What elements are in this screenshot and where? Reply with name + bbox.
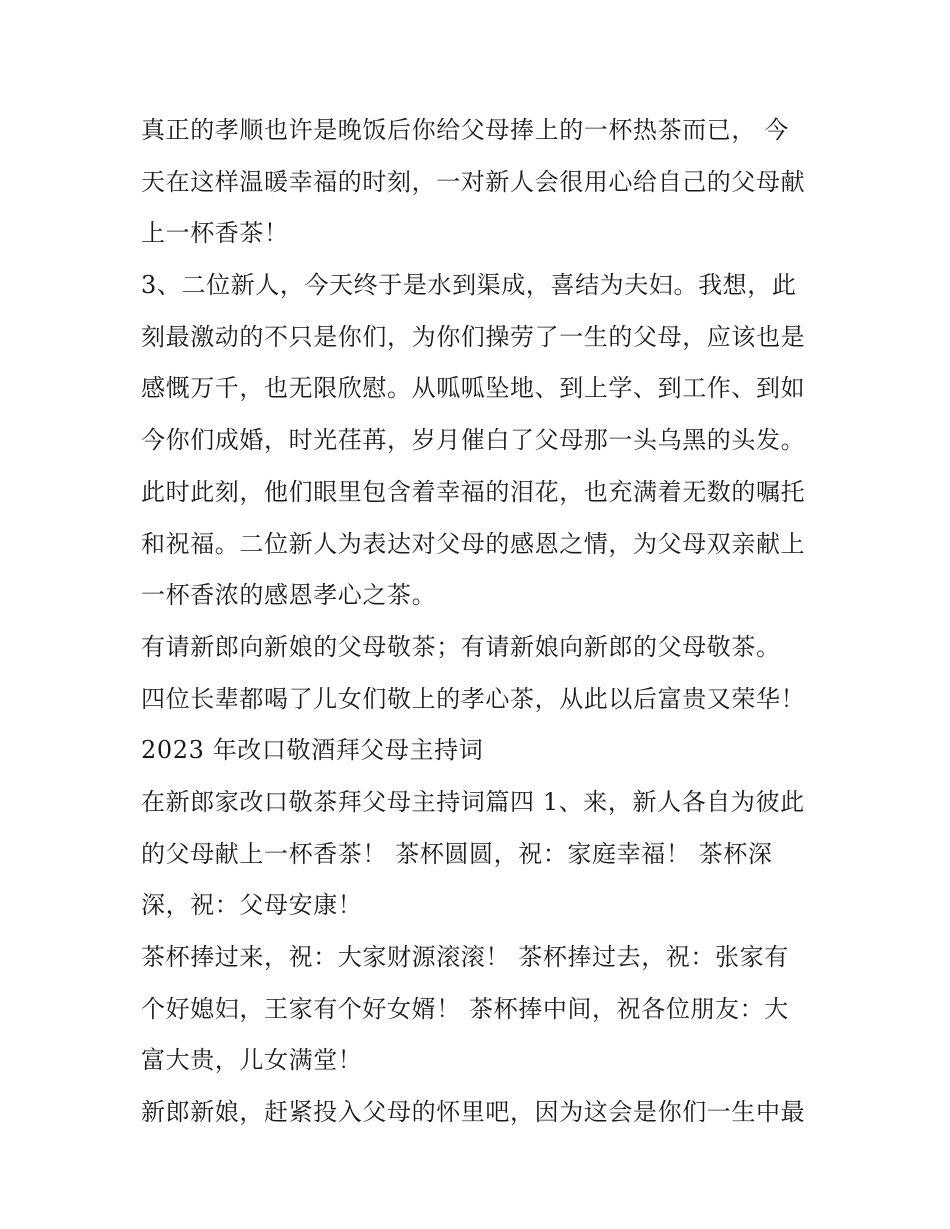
- text-line: 在新郎家改口敬茶拜父母主持词篇四 1、来，新人各自为彼此: [141, 787, 805, 816]
- text-line: 有请新郎向新娘的父母敬茶；有请新娘向新郎的父母敬茶。: [141, 632, 781, 661]
- text-line: 真正的孝顺也许是晚饭后你给父母捧上的一杯热茶而已， 今: [141, 116, 789, 144]
- text-line: 四位长辈都喝了儿女们敬上的孝心茶，从此以后富贵又荣华！: [141, 684, 806, 713]
- text-line: 刻最激动的不只是你们，为你们操劳了一生的父母，应该也是: [141, 322, 806, 351]
- text-line: 深，祝：父母安康！: [141, 891, 363, 920]
- text-line: 富大贵，儿女满堂！: [141, 1046, 363, 1075]
- text-line: 和祝福。二位新人为表达对父母的感恩之情，为父母双亲献上: [141, 529, 806, 558]
- text-line: 天在这样温暖幸福的时刻，一对新人会很用心给自己的父母献: [141, 167, 806, 196]
- text-line: 一杯香浓的感恩孝心之茶。: [141, 581, 437, 610]
- document-body: [141, 110, 821, 1144]
- text-line: 3、二位新人，今天终于是水到渠成，喜结为夫妇。我想，此: [141, 271, 797, 300]
- text-line: 个好媳妇，王家有个好女婿！ 茶杯捧中间，祝各位朋友：大: [141, 994, 789, 1023]
- section-heading: 2023 年改口敬酒拜父母主持词: [141, 736, 484, 765]
- text-line: 茶杯捧过来，祝：大家财源滚滚！ 茶杯捧过去，祝：张家有: [141, 943, 789, 971]
- text-line: 的父母献上一杯香茶！ 茶杯圆圆，祝：家庭幸福！ 茶杯深: [141, 839, 773, 868]
- text-line: 今你们成婚，时光荏苒，岁月催白了父母那一头乌黑的头发。: [141, 426, 806, 455]
- text-line: 上一杯香茶！: [141, 219, 289, 248]
- text-line: 新郎新娘，赶紧投入父母的怀里吧，因为这会是你们一生中最: [141, 1098, 806, 1127]
- text-line: 感慨万千，也无限欣慰。从呱呱坠地、到上学、到工作、到如: [141, 374, 806, 403]
- text-line: 此时此刻，他们眼里包含着幸福的泪花，也充满着无数的嘱托: [141, 477, 806, 506]
